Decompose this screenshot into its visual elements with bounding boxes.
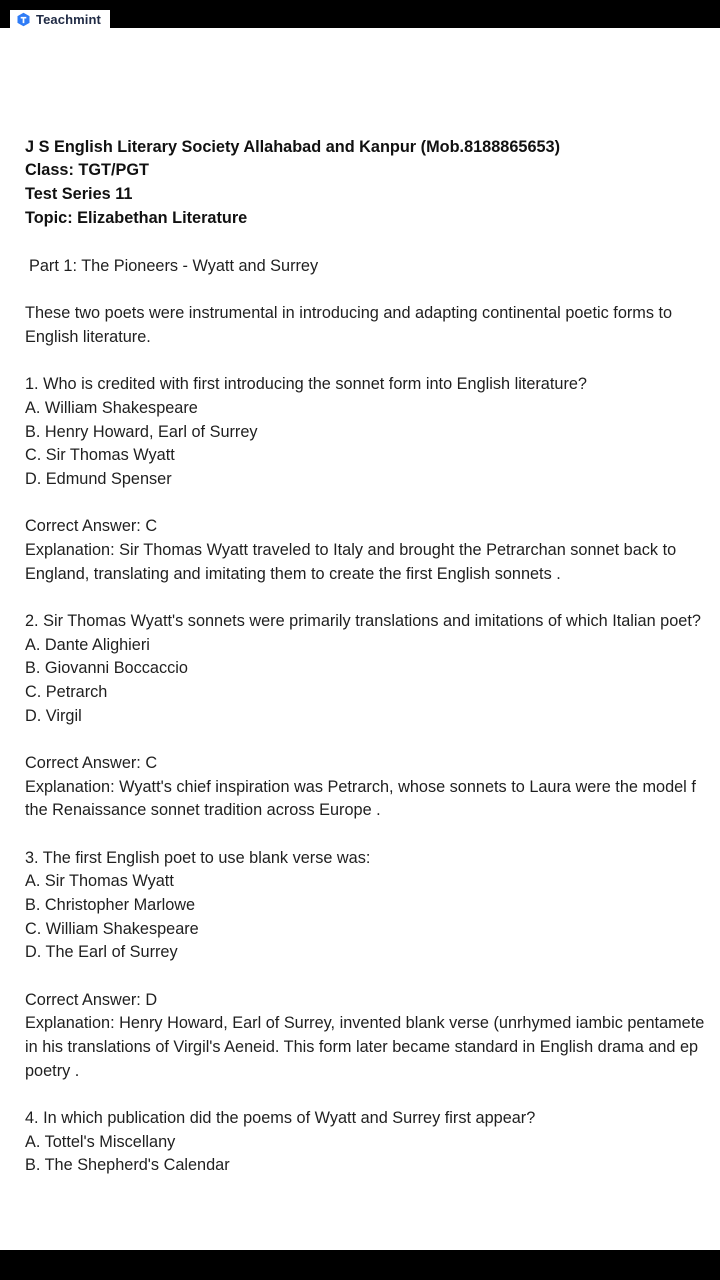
question-text: 3. The first English poet to use blank verse was: <box>25 849 371 867</box>
teachmint-logo <box>10 10 110 28</box>
option-b: B. Henry Howard, Earl of Surrey <box>25 423 258 441</box>
explanation-line: England, translating and imitating them to create the first English sonnets . <box>25 565 561 583</box>
topic-line: Topic: Elizabethan Literature <box>25 209 248 227</box>
explanation-line: the Renaissance sonnet tradition across Europe . <box>25 801 381 819</box>
explanation-line: in his translations of Virgil's Aeneid. This form later became standard in English drama and ep <box>25 1038 699 1056</box>
correct-answer: Correct Answer: D <box>25 991 158 1009</box>
part-intro-line: English literature. <box>25 328 151 346</box>
option-c: C. William Shakespeare <box>25 920 199 938</box>
explanation-line: poetry . <box>25 1062 80 1080</box>
series-line: Test Series 11 <box>25 185 133 203</box>
option-a: A. Sir Thomas Wyatt <box>25 872 174 890</box>
option-d: D. Virgil <box>25 707 82 725</box>
option-c: C. Petrarch <box>25 683 108 701</box>
question-text: 1. Who is credited with first introducing the sonnet form into English literature? <box>25 375 587 393</box>
option-c: C. Sir Thomas Wyatt <box>25 446 175 464</box>
option-d: D. The Earl of Surrey <box>25 943 178 961</box>
correct-answer: Correct Answer: C <box>25 754 158 772</box>
option-a: A. Tottel's Miscellany <box>25 1133 176 1151</box>
option-b: B. The Shepherd's Calendar <box>25 1156 230 1174</box>
option-b: B. Giovanni Boccaccio <box>25 659 188 677</box>
question-text: 2. Sir Thomas Wyatt's sonnets were primarily translations and imitations of which Italian poet? <box>25 612 701 630</box>
part-intro-line: These two poets were instrumental in introducing and adapting continental poetic forms to <box>25 304 673 322</box>
option-a: A. Dante Alighieri <box>25 636 150 654</box>
part-title: Part 1: The Pioneers - Wyatt and Surrey <box>29 257 319 275</box>
option-b: B. Christopher Marlowe <box>25 896 196 914</box>
question-text: 4. In which publication did the poems of Wyatt and Surrey first appear? <box>25 1109 536 1127</box>
option-d: D. Edmund Spenser <box>25 470 172 488</box>
teachmint-icon <box>16 12 31 27</box>
bottom-bar <box>0 1250 720 1280</box>
explanation-line: Explanation: Sir Thomas Wyatt traveled to Italy and brought the Petrarchan sonnet back to <box>25 541 677 559</box>
class-line: Class: TGT/PGT <box>25 161 149 179</box>
option-a: A. William Shakespeare <box>25 399 198 417</box>
correct-answer: Correct Answer: C <box>25 517 158 535</box>
society-heading: J S English Literary Society Allahabad and Kanpur (Mob.8188865653) <box>25 138 561 156</box>
explanation-line: Explanation: Wyatt's chief inspiration was Petrarch, whose sonnets to Laura were the model f <box>25 778 696 796</box>
explanation-line: Explanation: Henry Howard, Earl of Surrey, invented blank verse (unrhymed iambic pentamete <box>25 1014 705 1032</box>
brand-name: Teachmint <box>36 11 101 27</box>
